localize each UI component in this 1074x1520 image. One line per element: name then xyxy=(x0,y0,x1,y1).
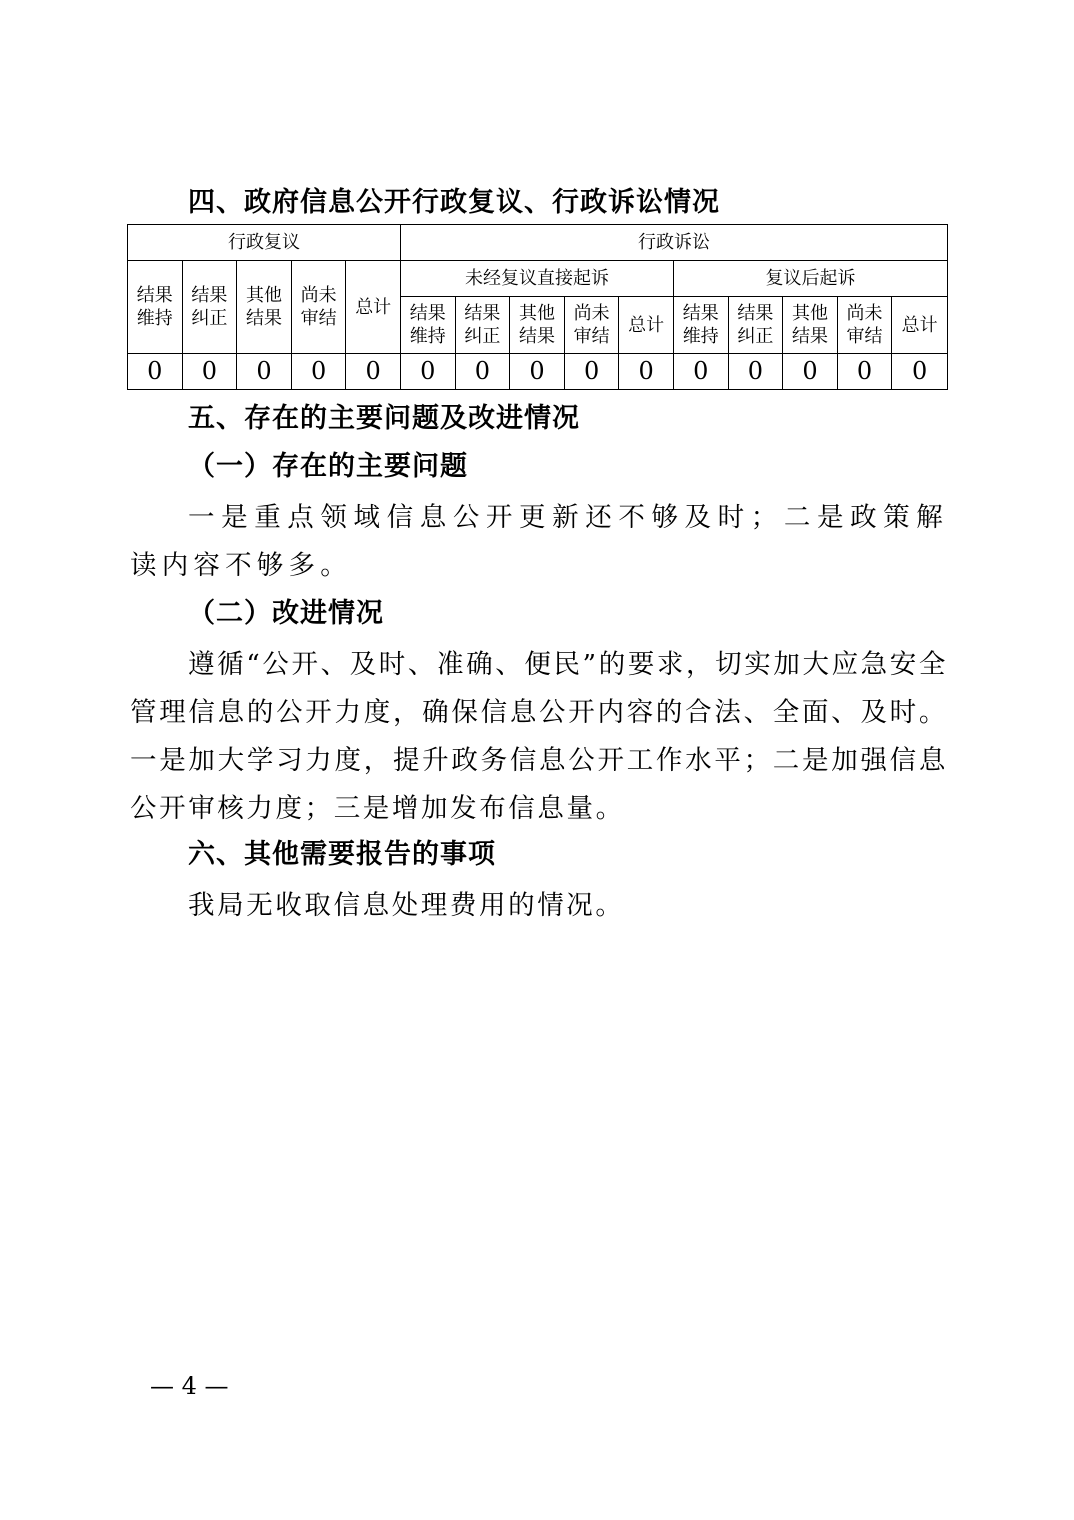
value-cell: 0 xyxy=(346,354,401,390)
value-cell: 0 xyxy=(182,354,237,390)
direct-col-2: 结果 纠正 xyxy=(455,297,510,354)
value-cell: 0 xyxy=(510,354,565,390)
table-row xyxy=(128,354,948,390)
header-admin-litigation: 行政诉讼 xyxy=(401,225,948,261)
direct-col-total: 总计 xyxy=(619,297,674,354)
section-5-paragraph-1: 一是重点领域信息公开更新还不够及时；二是政策解读内容不够多。 xyxy=(130,502,948,581)
review-col-3: 其他 结果 xyxy=(237,261,292,354)
review-col-total: 总计 xyxy=(346,261,401,354)
after-col-2: 结果 纠正 xyxy=(728,297,783,354)
section-5-paragraph-2: 遵循“公开、及时、准确、便民”的要求，切实加大应急安全管理信息的公开力度，确保信息公开内容的合法、全面、及时。一是加大学习力度，提升政务信息公开工作水平；二是加强信息公开审核力度；三是增加发布信息量。 xyxy=(130,649,948,824)
section-5-subtitle-2: （二）改进情况 xyxy=(188,598,384,629)
direct-col-4: 尚未 审结 xyxy=(564,297,619,354)
after-col-1: 结果 维持 xyxy=(673,297,728,354)
value-cell: 0 xyxy=(128,354,183,390)
value-cell: 0 xyxy=(673,354,728,390)
review-litigation-table xyxy=(127,224,948,390)
value-cell: 0 xyxy=(291,354,346,390)
after-col-total: 总计 xyxy=(892,297,948,354)
section-6-title: 六、其他需要报告的事项 xyxy=(188,839,496,870)
value-cell: 0 xyxy=(783,354,838,390)
value-cell: 0 xyxy=(837,354,892,390)
section-5-title: 五、存在的主要问题及改进情况 xyxy=(188,403,580,434)
section-4-title: 四、政府信息公开行政复议、行政诉讼情况 xyxy=(188,187,720,218)
section-6-paragraph-1: 我局无收取信息处理费用的情况。 xyxy=(188,890,625,921)
direct-col-3: 其他 结果 xyxy=(510,297,565,354)
review-col-1: 结果 维持 xyxy=(128,261,183,354)
after-col-3: 其他 结果 xyxy=(783,297,838,354)
section-5-subtitle-1: （一）存在的主要问题 xyxy=(188,451,468,482)
header-lawsuit-after-review: 复议后起诉 xyxy=(673,261,947,297)
value-cell: 0 xyxy=(564,354,619,390)
review-col-2: 结果 纠正 xyxy=(182,261,237,354)
value-cell: 0 xyxy=(237,354,292,390)
value-cell: 0 xyxy=(728,354,783,390)
value-cell: 0 xyxy=(455,354,510,390)
page-number: — 4 — xyxy=(150,1372,229,1400)
header-admin-review: 行政复议 xyxy=(128,225,401,261)
value-cell: 0 xyxy=(619,354,674,390)
review-col-4: 尚未 审结 xyxy=(291,261,346,354)
after-col-4: 尚未 审结 xyxy=(837,297,892,354)
value-cell: 0 xyxy=(892,354,948,390)
header-direct-lawsuit: 未经复议直接起诉 xyxy=(401,261,674,297)
value-cell: 0 xyxy=(401,354,456,390)
direct-col-1: 结果 维持 xyxy=(401,297,456,354)
